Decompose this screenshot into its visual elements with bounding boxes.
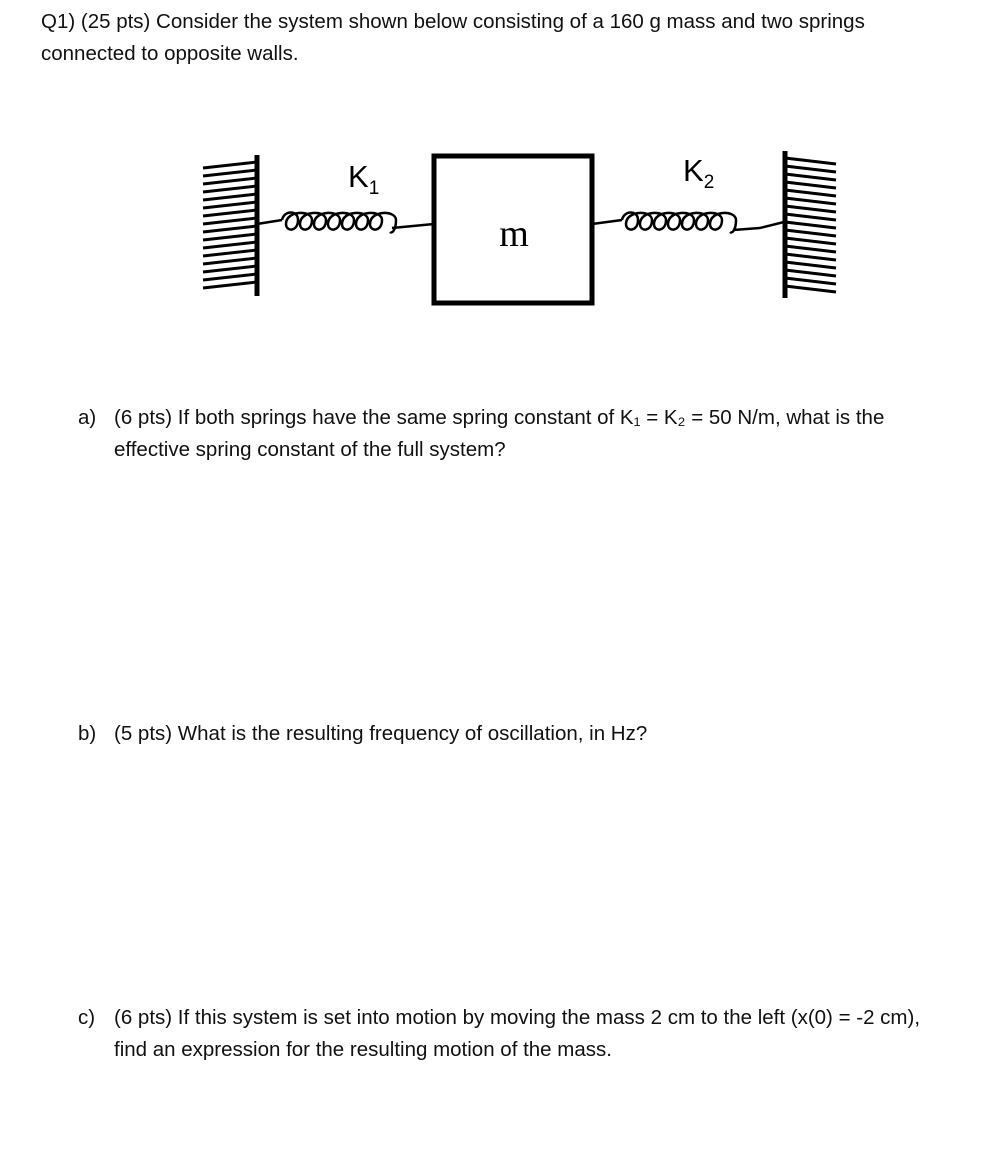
spring-2 — [592, 213, 784, 233]
k1-letter: K — [348, 159, 369, 194]
left-wall — [203, 155, 257, 296]
spring-1 — [257, 213, 434, 233]
part-b-text: (5 pts) What is the resulting frequency of oscillation, in Hz? — [114, 722, 648, 745]
k1-label — [348, 159, 379, 199]
part-c-text: (6 pts) If this system is set into motion by moving the mass 2 cm to the left (x(0) = -2 cm), find an expression for the resulting motion of the mass. — [114, 1006, 921, 1061]
k2-subscript: 2 — [703, 172, 715, 193]
part-a — [78, 402, 958, 466]
part-b — [78, 718, 958, 750]
k2-letter: K — [683, 153, 704, 188]
part-a-text: (6 pts) If both springs have the same spring constant of K₁ = K₂ = 50 N/m, what is the effective spring constant of the full system? — [114, 406, 885, 461]
question-intro: Q1) (25 pts) Consider the system shown below consisting of a 160 g mass and two springs connected to opposite walls. — [41, 10, 865, 65]
k2-label — [683, 153, 714, 193]
part-c-label: c) — [78, 1006, 96, 1029]
mass-label: m — [499, 213, 529, 255]
k1-subscript: 1 — [368, 178, 380, 199]
part-b-label: b) — [78, 722, 97, 745]
right-wall — [785, 151, 836, 298]
part-c — [78, 1002, 958, 1066]
part-a-label: a) — [78, 406, 97, 429]
spring-mass-diagram — [200, 148, 840, 313]
